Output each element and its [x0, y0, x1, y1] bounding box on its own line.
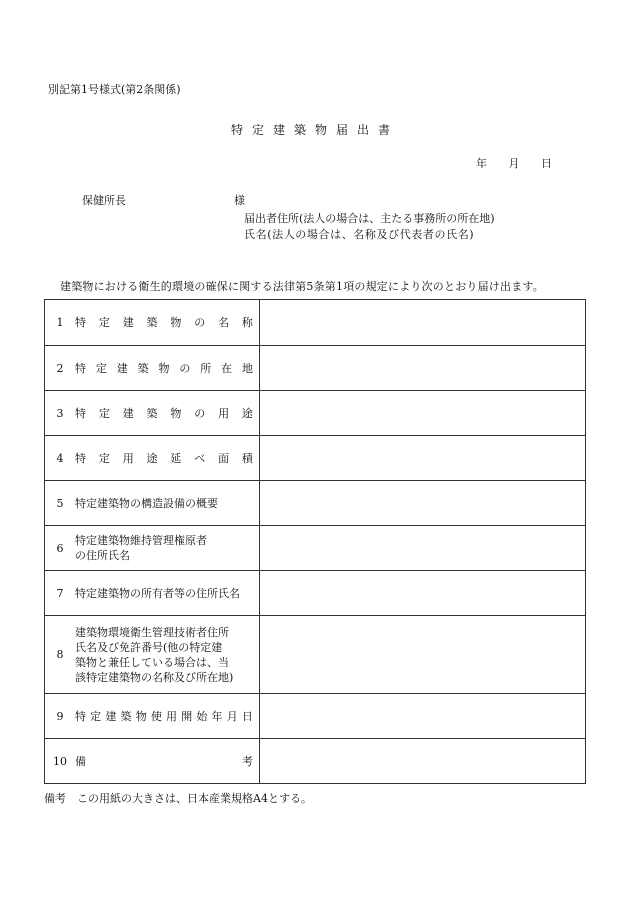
- item-number: 5: [56, 496, 64, 510]
- date-day-label: 日: [541, 157, 552, 170]
- item-number: 1: [56, 316, 64, 329]
- item-label-line: 該特定建築物の名称及び所在地): [75, 670, 234, 684]
- item-label: 特 定 建 築 物 の 用 途: [75, 406, 253, 420]
- footnote: 備考 この用紙の大きさは、日本産業規格A4とする。: [44, 792, 312, 805]
- table-row: [45, 300, 586, 346]
- item-label-line: 築物と兼任している場合は、当: [75, 655, 229, 669]
- items-table: [44, 299, 586, 784]
- date-line: [476, 155, 552, 171]
- table-row: [45, 436, 586, 481]
- item-label-line: 建築物環境衛生管理技術者住所: [75, 625, 229, 639]
- item-value-field[interactable]: [260, 391, 586, 436]
- item-number: 9: [56, 709, 64, 723]
- item-value-field[interactable]: [260, 739, 586, 784]
- item-label: 特 定 用 途 延 べ 面 積: [75, 451, 253, 465]
- item-label-cell: [45, 571, 260, 616]
- item-label: 特 定 建 築 物 の 名 称: [75, 316, 253, 329]
- item-label-cell: [45, 300, 260, 346]
- item-label-line: 特定建築物維持管理権原者: [75, 534, 207, 547]
- item-label-cell: [45, 481, 260, 526]
- date-month-label: 月: [508, 157, 520, 170]
- item-label: 備 考: [75, 754, 253, 768]
- item-label: [75, 625, 259, 685]
- item-label-line: の住所氏名: [75, 549, 130, 562]
- item-label-cell: [45, 436, 260, 481]
- item-value-field[interactable]: [260, 571, 586, 616]
- table-row: [45, 346, 586, 391]
- table-row: [45, 739, 586, 784]
- item-value-field[interactable]: [260, 300, 586, 346]
- table-row: [45, 616, 586, 694]
- item-label: 特定建築物の構造設備の概要: [75, 496, 218, 510]
- item-number: 10: [53, 754, 67, 768]
- item-label: [75, 533, 259, 563]
- table-row: [45, 391, 586, 436]
- item-value-field[interactable]: [260, 481, 586, 526]
- item-number: 2: [56, 361, 64, 375]
- item-label: 特 定 建 築 物 使 用 開 始 年 月 日: [75, 709, 253, 723]
- intro-text: 建築物における衛生的環境の確保に関する法律第5条第1項の規定により次のとおり届け出ます。: [60, 280, 544, 293]
- item-value-field[interactable]: [260, 436, 586, 481]
- item-label-cell: [45, 694, 260, 739]
- item-number: 4: [56, 451, 64, 465]
- item-label: 特定建築物の所有者等の住所氏名: [75, 586, 240, 600]
- notifier-address-label: 届出者住所(法人の場合は、主たる事務所の所在地): [244, 212, 495, 225]
- item-label-cell: [45, 346, 260, 391]
- date-year-label: 年: [476, 157, 487, 170]
- form-reference: 別記第1号様式(第2条関係): [48, 83, 181, 96]
- item-label-cell: [45, 616, 260, 694]
- item-number: 7: [56, 586, 64, 600]
- table-row: [45, 694, 586, 739]
- item-number: 8: [56, 648, 64, 661]
- table-row: [45, 481, 586, 526]
- item-label-line: 氏名及び免許番号(他の特定建: [75, 640, 223, 654]
- item-value-field[interactable]: [260, 694, 586, 739]
- item-value-field[interactable]: [260, 346, 586, 391]
- item-label-cell: [45, 391, 260, 436]
- document-title: 特定建築物届出書: [230, 123, 399, 137]
- notifier-name-label: 氏名(法人の場合は、名称及び代表者の氏名): [244, 228, 475, 241]
- item-value-field[interactable]: [260, 616, 586, 694]
- item-number: 6: [56, 541, 64, 555]
- item-label-cell: [45, 526, 260, 571]
- addressee: 保健所長: [82, 194, 126, 207]
- item-label-cell: [45, 739, 260, 784]
- item-number: 3: [56, 406, 64, 420]
- honorific: 様: [234, 194, 245, 207]
- item-value-field[interactable]: [260, 526, 586, 571]
- table-row: [45, 526, 586, 571]
- table-row: [45, 571, 586, 616]
- item-label: 特 定 建 築 物 の 所 在 地: [75, 361, 253, 375]
